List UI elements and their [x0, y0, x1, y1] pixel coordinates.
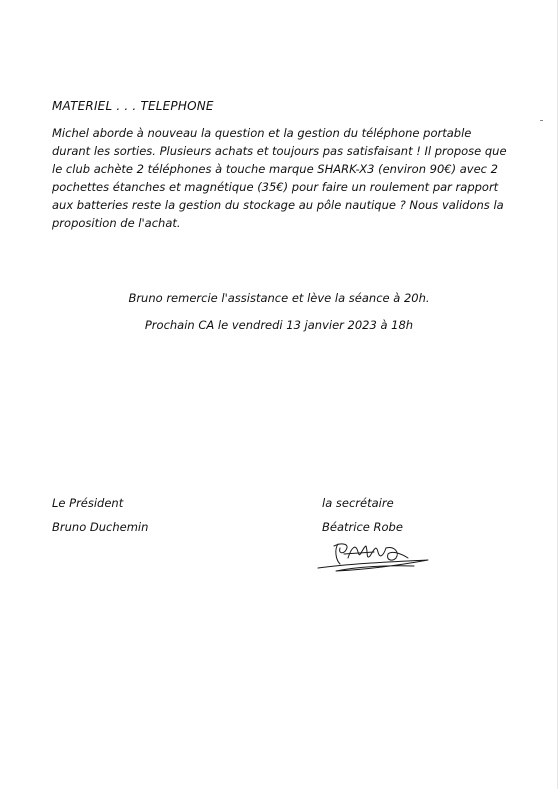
secretary-name: Béatrice Robe [322, 520, 403, 534]
next-meeting-date: Prochain CA le vendredi 13 janvier 2023 à 18h [144, 318, 414, 332]
secretary-title: la secrétaire [322, 496, 394, 510]
section-paragraph: Michel aborde à nouveau la question et la gestion du téléphone portable durant les sorties. Plusieurs achats et toujours pas satisfaisant ! Il propose que le club achète 2 téléphones à touche marque SHARK-X3 (environ 90€) avec 2 pochettes étanches et magnétique (35€) pour faire un roulement par rapport aux batteries reste la gestion du stockage au pôle nautique ? Nous validons la proposition de l'achat. [52, 126, 507, 230]
margin-mark [540, 120, 543, 121]
secretary-signature [316, 538, 431, 574]
section-heading: MATERIEL . . . TELEPHONE [52, 99, 214, 113]
president-name: Bruno Duchemin [52, 520, 149, 534]
closing-remark: Bruno remercie l'assistance et lève la séance à 20h. [128, 291, 430, 305]
president-title: Le Président [52, 496, 124, 510]
